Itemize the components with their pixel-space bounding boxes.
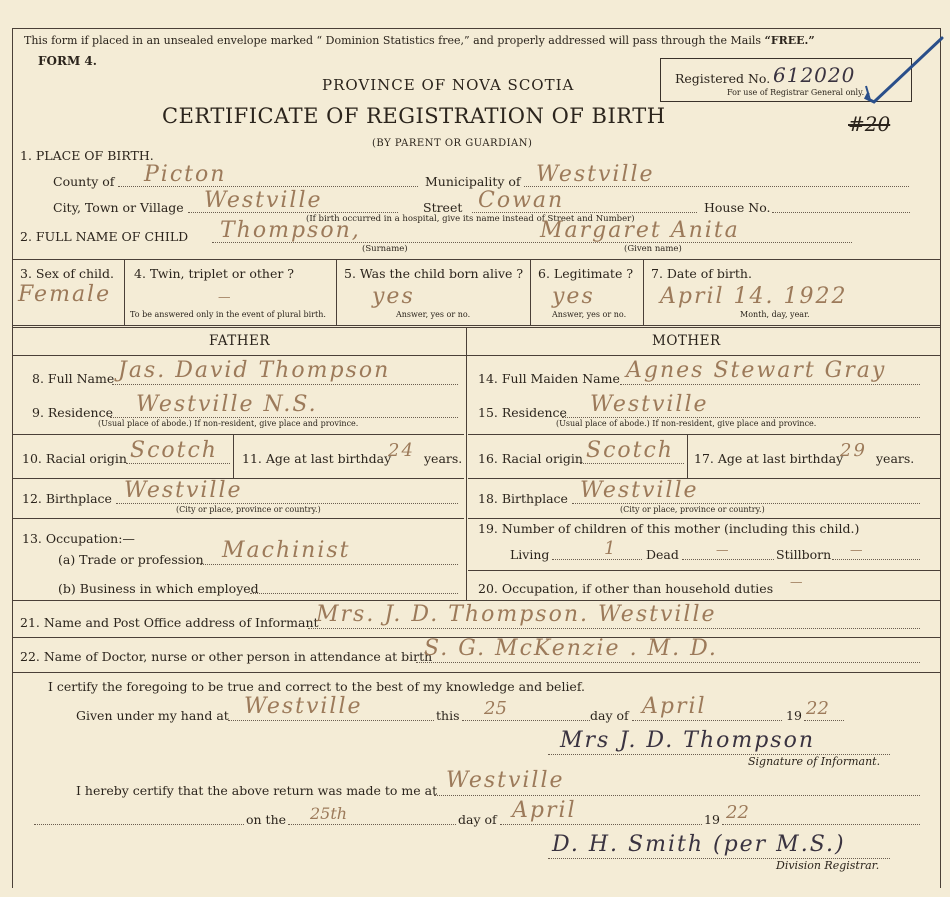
division-registrar-label: Division Registrar. xyxy=(776,859,880,872)
row3-bottom-line xyxy=(12,325,940,326)
form-number: FORM 4. xyxy=(38,54,97,68)
parents-bottom-line xyxy=(12,600,940,601)
certify-month: April xyxy=(642,694,707,719)
registrar-signature: D. H. Smith (per M.S.) xyxy=(552,832,846,857)
twin-note: To be answered only in the event of plural birth. xyxy=(130,310,326,319)
father-age-label: 11. Age at last birthday xyxy=(242,451,392,466)
father-racial-value: Scotch xyxy=(130,438,218,463)
father-business-line xyxy=(250,593,458,594)
father-trade-line xyxy=(200,564,458,565)
child-surname: Thompson, xyxy=(220,218,361,243)
margin-mark: #20 xyxy=(848,112,891,136)
province-heading: PROVINCE OF NOVA SCOTIA xyxy=(322,76,575,94)
stillborn-value: — xyxy=(850,542,863,557)
children-label: 19. Number of children of this mother (including this child.) xyxy=(478,521,860,536)
father-racial-line xyxy=(126,463,230,464)
father-racial-top-line xyxy=(12,434,464,435)
registrar-month: April xyxy=(512,798,577,823)
given-place-value: Westville xyxy=(244,694,363,719)
month-line xyxy=(632,720,782,721)
father-residence-label: 9. Residence xyxy=(32,405,113,420)
parents-top-line xyxy=(12,327,940,328)
county-value: Picton xyxy=(144,162,227,187)
hospital-note: (If birth occurred in a hospital, give its name instead of Street and Number) xyxy=(306,214,635,224)
registrar-note: For use of Registrar General only. xyxy=(727,88,865,97)
father-years: years. xyxy=(424,451,463,466)
mother-occupation-label: 20. Occupation, if other than household duties xyxy=(478,581,774,596)
doctor-bottom-line xyxy=(12,672,940,673)
stillborn-label: Stillborn xyxy=(776,547,832,562)
house-label: House No. xyxy=(704,200,771,215)
parents-heading-line xyxy=(12,355,940,356)
father-birthplace-value: Westville xyxy=(124,478,243,503)
top-border xyxy=(12,28,940,29)
stillborn-line xyxy=(832,559,920,560)
alive-label: 5. Was the child born alive ? xyxy=(344,266,524,281)
twin-value: — xyxy=(218,289,231,304)
legit-value: yes xyxy=(552,284,595,309)
mother-children-top-line xyxy=(468,518,940,519)
legit-label: 6. Legitimate ? xyxy=(538,266,634,281)
certify-year-prefix: 19 xyxy=(786,708,802,723)
registered-value: 612020 xyxy=(773,63,856,87)
dead-label: Dead xyxy=(646,547,679,562)
mother-birthplace-value: Westville xyxy=(580,478,699,503)
mother-occupation-top-line xyxy=(468,570,940,571)
informant-signature: Mrs J. D. Thompson xyxy=(560,728,816,753)
given-under-label: Given under my hand at xyxy=(76,708,229,723)
page-subtitle: (BY PARENT OR GUARDIAN) xyxy=(372,138,533,149)
mother-name-value: Agnes Stewart Gray xyxy=(626,358,887,383)
living-value: 1 xyxy=(604,538,616,559)
on-the-label: on the xyxy=(246,812,287,827)
mail-notice: This form if placed in an unsealed envelope marked “ Dominion Statistics free,” and properly addressed will pass through the Mails “FREE.” xyxy=(24,34,815,47)
father-name-label: 8. Full Name xyxy=(32,371,115,386)
dead-value: — xyxy=(716,542,729,557)
check-mark-icon xyxy=(862,36,946,106)
mother-age-divider xyxy=(687,434,688,478)
mother-heading: MOTHER xyxy=(652,333,721,349)
mother-residence-value: Westville xyxy=(590,392,709,417)
mother-birthplace-line xyxy=(572,503,920,504)
father-residence-note: (Usual place of abode.) If non-resident, give place and province. xyxy=(98,419,359,428)
mother-years: years. xyxy=(876,451,915,466)
living-label: Living xyxy=(510,547,550,562)
certify-statement: I certify the foregoing to be true and correct to the best of my knowledge and belief. xyxy=(48,679,585,694)
registrar-day-of-label: day of xyxy=(458,812,497,827)
page-title: CERTIFICATE OF REGISTRATION OF BIRTH xyxy=(162,104,666,128)
municipality-label: Municipality of xyxy=(425,174,521,189)
mother-residence-line xyxy=(562,417,920,418)
mother-racial-value: Scotch xyxy=(586,438,674,463)
street-value: Cowan xyxy=(478,188,565,213)
this-label: this xyxy=(436,708,460,723)
registrar-year-line xyxy=(722,824,920,825)
mother-name-line xyxy=(620,384,920,385)
father-racial-label: 10. Racial origin xyxy=(22,451,127,466)
registrar-year: 22 xyxy=(726,802,749,823)
doctor-label: 22. Name of Doctor, nurse or other person in attendance at birth xyxy=(20,649,433,664)
place-of-birth-label: 1. PLACE OF BIRTH. xyxy=(20,148,154,163)
given-place-line xyxy=(228,720,434,721)
legit-note: Answer, yes or no. xyxy=(552,310,627,319)
father-birthplace-note: (City or place, province or country.) xyxy=(176,505,321,514)
municipality-value: Westville xyxy=(536,162,655,187)
child-given-name: Margaret Anita xyxy=(540,218,740,243)
date-note: Month, day, year. xyxy=(740,310,810,319)
mother-racial-line xyxy=(580,463,684,464)
signature-label: Signature of Informant. xyxy=(748,755,881,768)
registrar-month-line xyxy=(500,824,702,825)
doctor-line xyxy=(416,662,920,663)
given-note: (Given name) xyxy=(624,244,682,254)
parents-center-divider xyxy=(466,327,467,600)
day-of-label: day of xyxy=(590,708,629,723)
row3-divider-2 xyxy=(336,259,337,325)
registrar-day-line xyxy=(288,824,456,825)
mother-name-label: 14. Full Maiden Name xyxy=(478,371,620,386)
alive-note: Answer, yes or no. xyxy=(396,310,471,319)
this-day-value: 25 xyxy=(484,698,507,719)
registrar-place: Westville xyxy=(446,768,565,793)
father-age-divider xyxy=(233,434,234,478)
living-line xyxy=(552,559,642,560)
house-line xyxy=(772,212,910,213)
date-label: 7. Date of birth. xyxy=(651,266,752,281)
surname-note: (Surname) xyxy=(362,244,408,254)
father-age-value: 24 xyxy=(388,440,415,461)
registrar-lead-line xyxy=(34,824,244,825)
father-residence-line xyxy=(110,417,458,418)
left-border xyxy=(12,28,13,888)
mother-birthplace-label: 18. Birthplace xyxy=(478,491,568,506)
registrar-statement: I hereby certify that the above return was made to me at xyxy=(76,783,438,798)
dead-line xyxy=(682,559,774,560)
alive-value: yes xyxy=(372,284,415,309)
row3-top-line xyxy=(12,259,940,260)
doctor-value: S. G. McKenzie . M. D. xyxy=(424,636,718,661)
father-residence-value: Westville N.S. xyxy=(136,392,318,417)
father-birthplace-label: 12. Birthplace xyxy=(22,491,112,506)
father-heading: FATHER xyxy=(209,333,271,349)
informant-line xyxy=(308,628,920,629)
father-occupation-label: 13. Occupation:— xyxy=(22,531,135,546)
mother-racial-top-line xyxy=(468,434,940,435)
mother-birthplace-note: (City or place, province or country.) xyxy=(620,505,765,514)
father-business-label: (b) Business in which employed xyxy=(58,581,259,596)
registered-label: Registered No. xyxy=(675,71,771,86)
father-name-value: Jas. David Thompson xyxy=(118,358,391,383)
street-label: Street xyxy=(423,200,463,215)
registrar-day: 25th xyxy=(310,804,348,823)
county-label: County of xyxy=(53,174,115,189)
registrar-year-prefix: 19 xyxy=(704,812,720,827)
mother-occupation-value: — xyxy=(790,574,803,589)
this-day-line xyxy=(462,720,590,721)
father-trade-value: Machinist xyxy=(222,538,351,563)
father-trade-label: (a) Trade or profession xyxy=(58,552,204,567)
mother-residence-label: 15. Residence xyxy=(478,405,567,420)
father-birthplace-line xyxy=(116,503,458,504)
row3-divider-4 xyxy=(643,259,644,325)
mother-racial-label: 16. Racial origin xyxy=(478,451,583,466)
row3-divider-1 xyxy=(124,259,125,325)
mother-age-value: 29 xyxy=(840,440,867,461)
sex-label: 3. Sex of child. xyxy=(20,266,115,281)
sex-value: Female xyxy=(18,282,112,307)
city-label: City, Town or Village xyxy=(53,200,184,215)
row3-divider-3 xyxy=(530,259,531,325)
date-value: April 14. 1922 xyxy=(660,284,848,309)
twin-label: 4. Twin, triplet or other ? xyxy=(134,266,294,281)
informant-value: Mrs. J. D. Thompson. Westville xyxy=(316,602,717,627)
child-name-label: 2. FULL NAME OF CHILD xyxy=(20,229,189,244)
certify-year-line xyxy=(804,720,844,721)
mother-birthplace-top-line xyxy=(468,478,940,479)
certify-year: 22 xyxy=(806,698,829,719)
mother-residence-note: (Usual place of abode.) If non-resident, give place and province. xyxy=(556,419,817,428)
right-border xyxy=(940,28,941,888)
mother-age-label: 17. Age at last birthday xyxy=(694,451,844,466)
father-occupation-top-line xyxy=(12,518,464,519)
registrar-place-line xyxy=(434,795,920,796)
father-name-line xyxy=(112,384,458,385)
informant-label: 21. Name and Post Office address of Informant xyxy=(20,615,319,630)
city-value: Westville xyxy=(204,188,323,213)
